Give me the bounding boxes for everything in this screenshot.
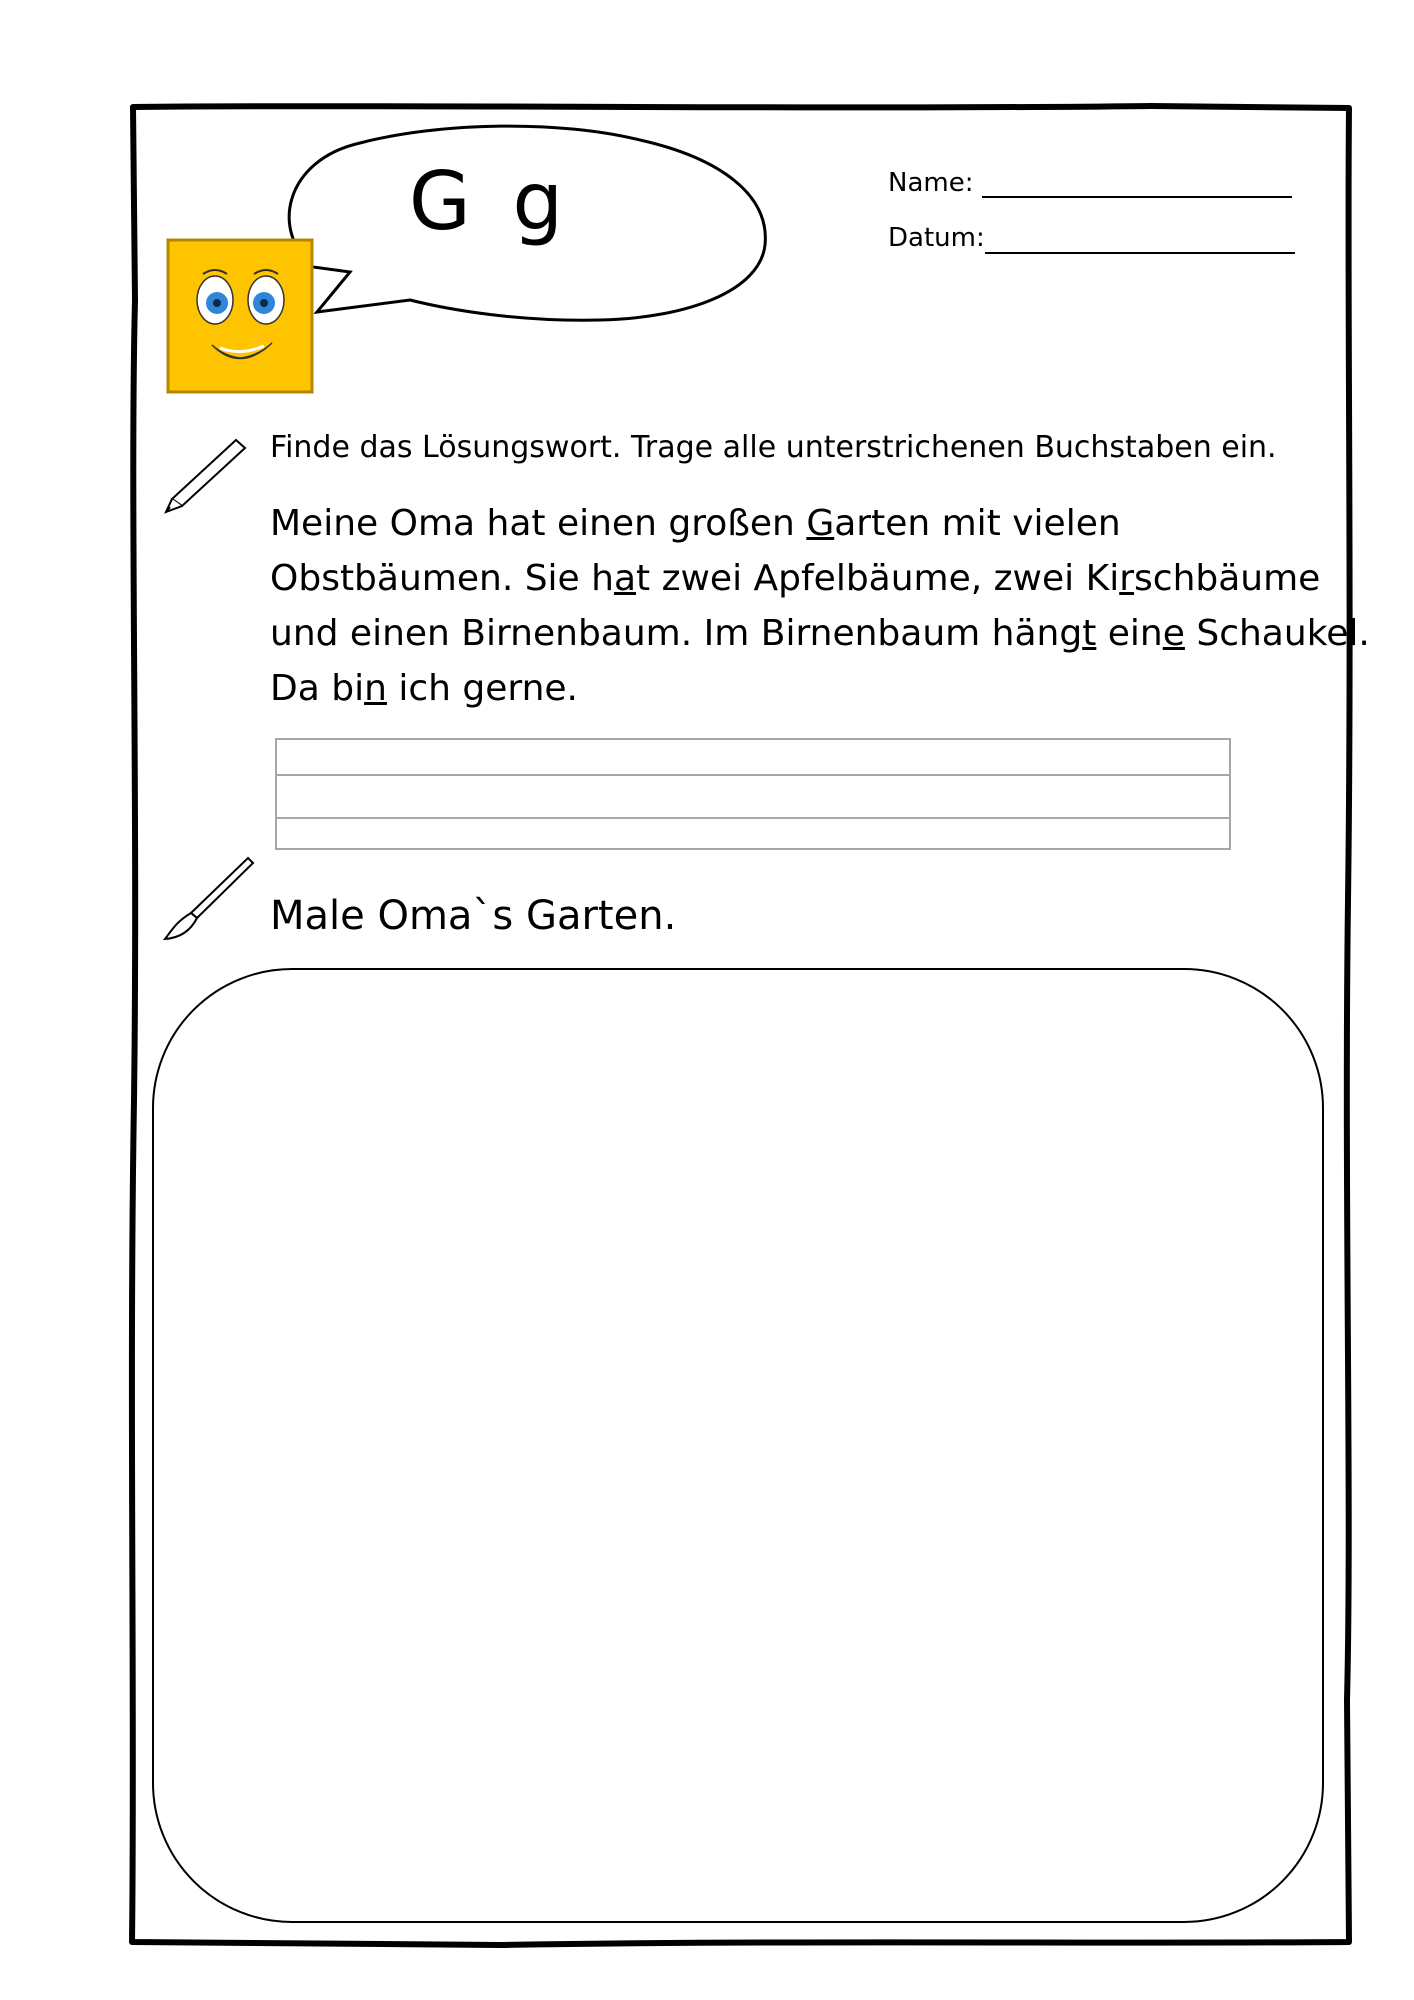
- guide-line: [277, 817, 1229, 819]
- task1-instruction: Finde das Lösungswort. Trage alle unterstrichenen Buchstaben ein.: [270, 430, 1277, 465]
- underlined-letter: G: [806, 503, 835, 544]
- pen-icon: [166, 440, 245, 512]
- drawing-area[interactable]: [152, 968, 1324, 1923]
- story-line: Da bin ich gerne.: [270, 668, 578, 709]
- story-line: Meine Oma hat einen großen Garten mit vielen: [270, 503, 1121, 544]
- date-label: Datum:: [888, 223, 985, 253]
- underlined-letter: r: [1119, 558, 1135, 599]
- task2-instruction: Male Oma`s Garten.: [270, 893, 677, 939]
- underlined-letter: a: [613, 558, 637, 599]
- letter-title: G g: [408, 155, 572, 248]
- story-line: und einen Birnenbaum. Im Birnenbaum hängt eine Schaukel.: [270, 613, 1370, 654]
- underlined-letter: e: [1162, 613, 1185, 654]
- name-input-line[interactable]: [982, 196, 1292, 198]
- story-line: Obstbäumen. Sie hat zwei Apfelbäume, zwei Kirschbäume: [270, 558, 1321, 599]
- solution-word-lines[interactable]: [275, 738, 1231, 850]
- story-text: [270, 496, 1370, 716]
- smiley-mascot-icon: [168, 240, 312, 392]
- date-input-line[interactable]: [985, 252, 1295, 254]
- name-label: Name:: [888, 168, 974, 198]
- guide-line: [277, 774, 1229, 776]
- underlined-letter: t: [1082, 613, 1097, 654]
- paintbrush-icon: [165, 858, 253, 939]
- underlined-letter: n: [364, 668, 387, 709]
